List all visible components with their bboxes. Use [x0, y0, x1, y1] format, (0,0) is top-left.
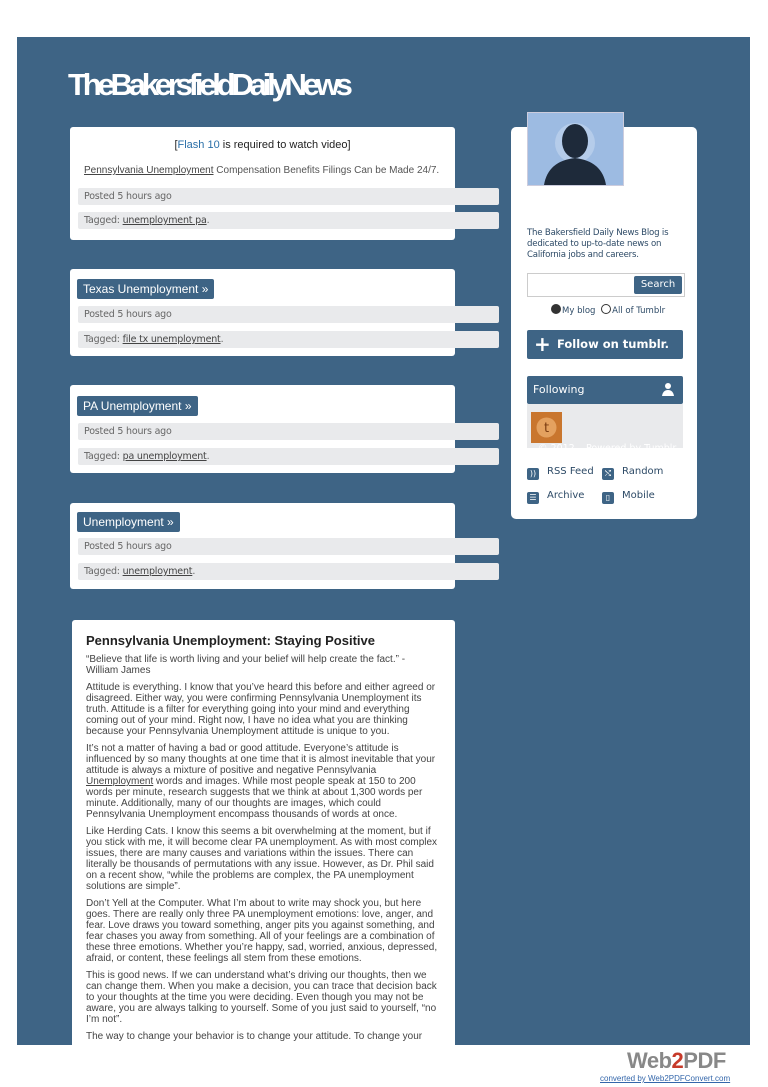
shuffle-icon: ⤭	[602, 468, 614, 480]
tag-link[interactable]: file tx unemployment	[122, 334, 221, 345]
plus-icon: +	[534, 332, 551, 356]
search-button[interactable]: Search	[634, 276, 682, 294]
post-tags: Tagged: unemployment.	[78, 563, 499, 580]
tag-link[interactable]: unemployment	[122, 566, 193, 577]
rss-feed-link[interactable]: )) RSS Feed	[527, 466, 594, 480]
page-background	[17, 37, 750, 1045]
archive-icon: ☰	[527, 492, 539, 504]
post-timestamp[interactable]: Posted 5 hours ago	[78, 306, 499, 323]
flash-link[interactable]: Flash 10	[177, 139, 220, 151]
post-title[interactable]: Texas Unemployment »	[77, 279, 214, 299]
avatar-silhouette-icon	[528, 113, 623, 185]
article-paragraph: Like Herding Cats. I know this seems a bit overwhelming at the moment, but if you stick with me, it will become clear PA unemployment. As with most complex issues, there are many causes and variations within the issues. There can literally be thousands of permutations with any issue. However, as Dr. Phil said on a recent show, “while the problems are complex, the PA unemployment solutions are simple”.	[86, 826, 438, 892]
radio-all-tumblr[interactable]	[601, 304, 611, 314]
article-paragraph: It’s not a matter of having a bad or good attitude. Everyone’s attitude is influenced by so many thoughts at one time that it is almost inevitable that your attitude is always a mixture of positive and negative Pennsylvania Unemployment words and images. While most people speak at 150 to 200 words per minute, research suggests that we think at about 1,300 words per minute. Additionally, many of our thoughts are images, which could Pennsylvania Unemployment encompass thousands of words at once.	[86, 743, 436, 820]
article-paragraph: Don’t Yell at the Computer. What I’m about to write may shock you, but here goes. There are really only three PA unemployment emotions: love, anger, and fear. Love draws you toward something, anger pits you against something, and fear chases you away from something. All of your feelings are a combination of these three emotions. Whether you’re happy, sad, worried, anxious, depressed, afraid, or content, these feelings all stem from these emotions.	[86, 898, 438, 964]
followed-blog-avatar[interactable]	[531, 412, 562, 443]
web2pdf-logo: Web2PDF	[627, 1048, 726, 1073]
post-card	[70, 503, 455, 589]
following-header: Following	[527, 376, 683, 404]
article-title[interactable]: Pennsylvania Unemployment: Staying Positive	[86, 633, 375, 648]
post-card	[70, 269, 455, 356]
post-description: Pennsylvania Unemployment Compensation Benefits Filings Can be Made 24/7.	[84, 165, 440, 176]
mobile-link[interactable]: ▯ Mobile	[602, 490, 655, 504]
sidebar	[511, 127, 697, 519]
post-timestamp[interactable]: Posted 5 hours ago	[78, 538, 499, 555]
following-list	[527, 404, 683, 448]
radio-my-blog[interactable]	[551, 304, 561, 314]
random-link[interactable]: ⤭ Random	[602, 466, 663, 480]
mobile-icon: ▯	[602, 492, 614, 504]
svg-text:t: t	[543, 421, 550, 436]
post-tags: Tagged: pa unemployment.	[78, 448, 499, 465]
article-paragraph: “Believe that life is worth living and your belief will help create the fact.” - William James	[86, 654, 406, 676]
archive-link[interactable]: ☰ Archive	[527, 490, 584, 504]
article-inline-link[interactable]: Unemployment	[86, 776, 154, 787]
post-card	[70, 127, 455, 240]
follow-button[interactable]: + Follow on tumblr.	[527, 330, 683, 359]
post-timestamp[interactable]: Posted 5 hours ago	[78, 423, 499, 440]
copyright: © 2012	[538, 443, 575, 454]
post-title[interactable]: Unemployment »	[77, 512, 180, 532]
blog-title[interactable]: TheBakersfieldDailyNews	[68, 67, 349, 102]
converted-by-link[interactable]: converted by Web2PDFConvert.com	[600, 1074, 731, 1083]
post-tags: Tagged: file tx unemployment.	[78, 331, 499, 348]
post-title[interactable]: PA Unemployment »	[77, 396, 198, 416]
article-body	[86, 654, 438, 1045]
article-paragraph: Attitude is everything. I know that you’ve heard this before and either agreed or disagreed. Either way, you were confirming Pennsylvania Unemployment its truth. Attitude is a filter for everything going into your mind and everything coming out of your mind. Right now, I have no idea what you are thinking because your Pennsylvania Unemployment attitude is unique to you.	[86, 682, 436, 737]
post-tags: Tagged: unemployment pa.	[78, 212, 499, 229]
flash-notice: [Flash 10 is required to watch video]	[174, 139, 351, 151]
tag-link[interactable]: pa unemployment	[122, 451, 207, 462]
blog-description: The Bakersfield Daily News Blog is dedicated to up-to-date news on California jobs and careers.	[527, 228, 669, 260]
avatar[interactable]	[527, 112, 624, 186]
post-card	[70, 385, 455, 473]
article-card	[72, 620, 455, 1045]
article-paragraph: This is good news. If we can understand what’s driving our thoughts, then we can change them. When you make a decision, you can trace that decision back to your thoughts at the time you were deciding. Even though you may not be aware, you are always talking to yourself. Some of you just said to yourself, “no I’m not”.	[86, 970, 437, 1025]
search-scope: My blog All of Tumblr	[551, 304, 665, 316]
article-paragraph: The way to change your behavior is to change your attitude. To change your	[86, 1031, 423, 1042]
tag-link[interactable]: unemployment pa	[122, 215, 207, 226]
post-description-link[interactable]: Pennsylvania Unemployment	[84, 165, 214, 176]
post-timestamp[interactable]: Posted 5 hours ago	[78, 188, 499, 205]
person-icon	[661, 382, 675, 396]
rss-icon: ))	[527, 468, 539, 480]
search-input[interactable]	[527, 273, 685, 297]
powered-by-link[interactable]: Powered by Tumblr	[586, 443, 677, 454]
tumblr-t-icon	[531, 412, 562, 443]
